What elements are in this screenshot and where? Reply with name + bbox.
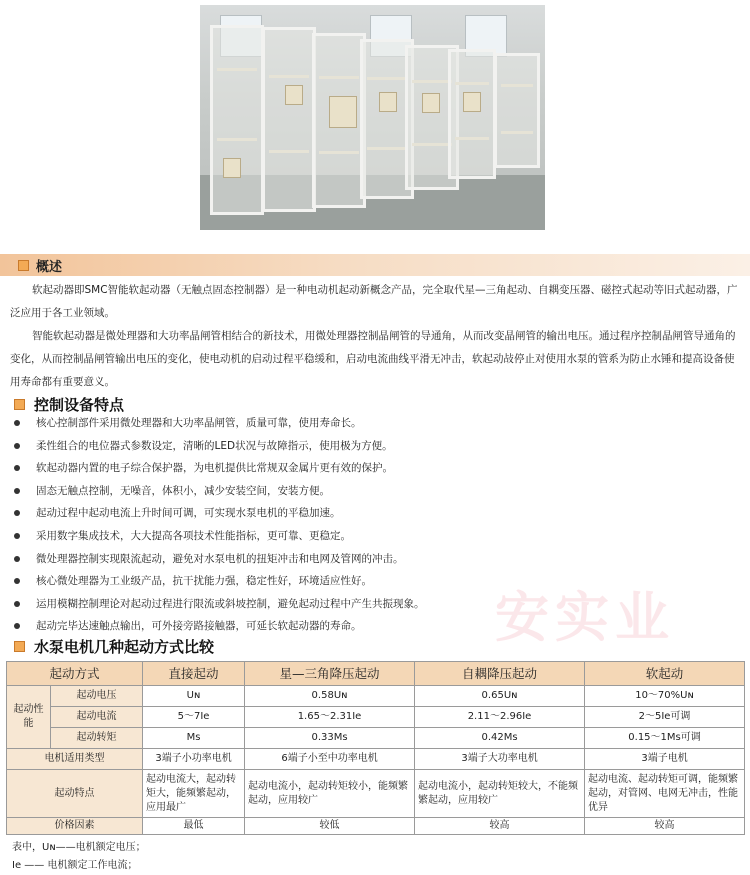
overview-paragraph-1: 软起动器即SMC智能软起动器（无触点固态控制器）是一种电动机起动新概念产品，完全取代星—三角起动、自耦变压器、磁控式起动等旧式起动器，广泛应用于各工业领域。 — [10, 284, 738, 319]
list-item: 起动过程中起动电流上升时间可调，可实现水泵电机的平稳加速。 — [14, 502, 744, 525]
list-item: 微处理器控制实现限流起动，避免对水泵电机的扭矩冲击和电网及管网的冲击。 — [14, 548, 744, 571]
bullet-dot-icon — [14, 465, 20, 471]
table-note-1: 表中，Uɴ——电机额定电压； — [12, 842, 146, 853]
bullet-dot-icon — [14, 510, 20, 516]
list-item: 柔性组合的电位器式参数设定，清晰的LED状况与故障指示，使用极为方便。 — [14, 435, 744, 458]
list-item: 软起动器内置的电子综合保护器，为电机提供比常规双金属片更有效的保护。 — [14, 457, 744, 480]
table-cell: 1.65～2.31Ie — [245, 707, 415, 728]
table-cell: 3端子大功率电机 — [415, 749, 585, 770]
table-cell: 10～70%Uɴ — [585, 686, 745, 707]
list-item: 起动完毕达速触点输出，可外接旁路接触器，可延长软起动器的寿命。 — [14, 615, 744, 638]
table-cell: 6端子小至中功率电机 — [245, 749, 415, 770]
table-row — [7, 749, 745, 770]
header-cell: 直接起动 — [143, 662, 245, 686]
comparison-table — [6, 661, 745, 835]
table-cell: Mѕ — [143, 728, 245, 749]
table-cell: 3端子电机 — [585, 749, 745, 770]
row-label-cell: 起动转矩 — [51, 728, 143, 749]
overview-title: 概述 — [36, 260, 63, 275]
table-cell: 2～5Ie可调 — [585, 707, 745, 728]
table-row — [7, 686, 745, 707]
list-item: 核心控制部件采用微处理器和大功率晶闸管，质量可靠，使用寿命长。 — [14, 412, 744, 435]
table-cell: 较低 — [245, 818, 415, 835]
row-label-cell: 起动电压 — [51, 686, 143, 707]
row-label-cell: 起动特点 — [7, 770, 143, 818]
table-cell: 0.15～1Mѕ可调 — [585, 728, 745, 749]
list-item: 运用模糊控制理论对起动过程进行限流或斜坡控制，避免起动过程中产生共振现象。 — [14, 593, 744, 616]
square-bullet-icon — [14, 641, 25, 652]
table-cell: 0.33Mѕ — [245, 728, 415, 749]
bullet-dot-icon — [14, 488, 20, 494]
table-cell: 起动电流小，起动转矩较小，能频繁起动，应用较广 — [245, 770, 415, 818]
cabinet-shape — [312, 33, 366, 208]
table-row — [7, 770, 745, 818]
cabinet-shape — [448, 49, 496, 179]
cabinet-shape — [210, 25, 264, 215]
table-row — [7, 707, 745, 728]
row-label-cell: 价格因素 — [7, 818, 143, 835]
table-cell: 3端子小功率电机 — [143, 749, 245, 770]
table-cell: 起动电流、起动转矩可调，能频繁起动，对管网、电网无冲击，性能优异 — [585, 770, 745, 818]
table-cell: 较高 — [415, 818, 585, 835]
table-row — [7, 728, 745, 749]
header-cell: 起动方式 — [7, 662, 143, 686]
cabinet-photo — [200, 5, 545, 230]
bullet-dot-icon — [14, 578, 20, 584]
bullet-dot-icon — [14, 556, 20, 562]
table-cell: 起动电流小，起动转矩较大，不能频繁起动，应用较广 — [415, 770, 585, 818]
list-item: 采用数字集成技术，大大提高各项技术性能指标，更可靠、更稳定。 — [14, 525, 744, 548]
watermark: 安实业 — [495, 586, 675, 649]
overview-paragraph-2: 智能软起动器是微处理器和大功率晶闸管相结合的新技术，用微处理器控制晶闸管的导通角，从而改变晶闸管的输出电压。通过程序控制晶闸管导通角的变化，从而控制晶闸管输出电压的变化，使电动机的启动过程平稳缓和，启动电流曲线平滑无冲击，软起动敁停止对使用水泵的管系为防止水锤和提高设备使用寿命都有重要意义。 — [10, 330, 736, 388]
header-cell: 自耦降压起动 — [415, 662, 585, 686]
cabinet-shape — [262, 27, 316, 212]
bullet-dot-icon — [14, 623, 20, 629]
row-label-cell: 电机适用类型 — [7, 749, 143, 770]
header-cell: 软起动 — [585, 662, 745, 686]
table-cell: 5～7Ie — [143, 707, 245, 728]
table-cell: 0.42Mѕ — [415, 728, 585, 749]
table-cell: 0.58Uɴ — [245, 686, 415, 707]
features-title: 控制设备特点 — [34, 396, 125, 414]
row-label-cell: 起动电流 — [51, 707, 143, 728]
square-bullet-icon — [18, 260, 29, 271]
table-cell: Uɴ — [143, 686, 245, 707]
table-note-2: Ie —— 电机额定工作电流； — [12, 860, 138, 871]
bullet-dot-icon — [14, 420, 20, 426]
bullet-dot-icon — [14, 601, 20, 607]
group-label-cell: 起动性能 — [7, 686, 51, 749]
list-item: 固态无触点控制，无噪音，体积小，减少安装空间，安装方便。 — [14, 480, 744, 503]
overview-header-bar — [0, 254, 750, 276]
table-header-row — [7, 662, 745, 686]
table-cell: 0.65Uɴ — [415, 686, 585, 707]
table-row — [7, 818, 745, 835]
list-item: 核心微处理器为工业级产品，抗干扰能力强，稳定性好，环境适应性好。 — [14, 570, 744, 593]
table-cell: 最低 — [143, 818, 245, 835]
table-cell: 2.11～2.96Ie — [415, 707, 585, 728]
bullet-dot-icon — [14, 443, 20, 449]
table-cell: 起动电流大，起动转矩大，能频繁起动，应用最广 — [143, 770, 245, 818]
comparison-title: 水泵电机几种起动方式比较 — [34, 638, 215, 656]
cabinet-shape — [494, 53, 540, 168]
table-cell: 较高 — [585, 818, 745, 835]
square-bullet-icon — [14, 399, 25, 410]
bullet-dot-icon — [14, 533, 20, 539]
header-cell: 星—三角降压起动 — [245, 662, 415, 686]
